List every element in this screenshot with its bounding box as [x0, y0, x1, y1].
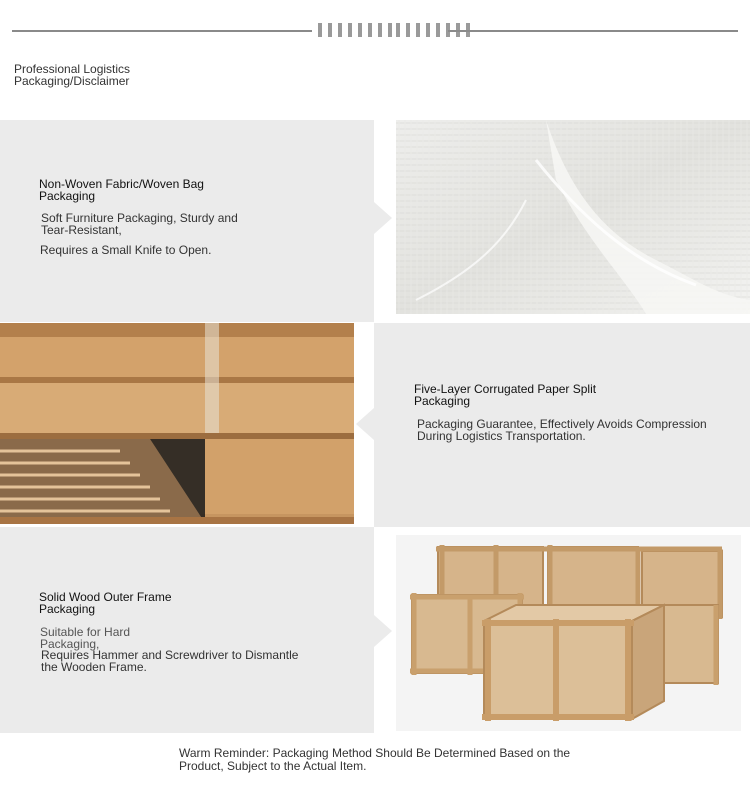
section-wood-panel — [0, 527, 374, 733]
nonwoven-fabric-photo — [396, 120, 750, 314]
section-nonwoven-heading: Non-Woven Fabric/Woven Bag Packaging — [39, 177, 204, 203]
footer-warm-reminder: Warm Reminder: Packaging Method Should Be Determined Based on the Product, Subject to the Actual Item. — [179, 746, 571, 773]
section-nonwoven-line2: Requires a Small Knife to Open. — [40, 243, 212, 257]
header-rule-right — [448, 30, 738, 32]
section-corrugated-arrow — [356, 408, 374, 440]
section-nonwoven-line1: Soft Furniture Packaging, Sturdy and Tear-Resistant, — [41, 211, 238, 237]
section-corrugated-panel — [374, 323, 750, 527]
section-corrugated-line1: Packaging Guarantee, Effectively Avoids Compression During Logistics Transportation. — [417, 417, 707, 443]
section-nonwoven-arrow — [374, 202, 392, 234]
section-wood-heading: Solid Wood Outer Frame Packaging — [39, 590, 172, 616]
header-rule-left — [12, 30, 312, 32]
header-bars-left — [318, 23, 392, 37]
section-nonwoven-panel — [0, 120, 374, 322]
section-wood-line1: Suitable for Hard Packaging, — [40, 625, 131, 651]
page-title: Professional Logistics Packaging/Disclaimer — [14, 62, 131, 88]
wooden-crates-photo — [396, 535, 741, 731]
section-wood-line2: Requires Hammer and Screwdriver to Dismantle the Wooden Frame. — [41, 648, 299, 674]
section-wood-arrow — [374, 615, 392, 647]
corrugated-paper-photo — [0, 323, 354, 524]
section-corrugated-heading: Five-Layer Corrugated Paper Split Packaging — [414, 382, 597, 408]
